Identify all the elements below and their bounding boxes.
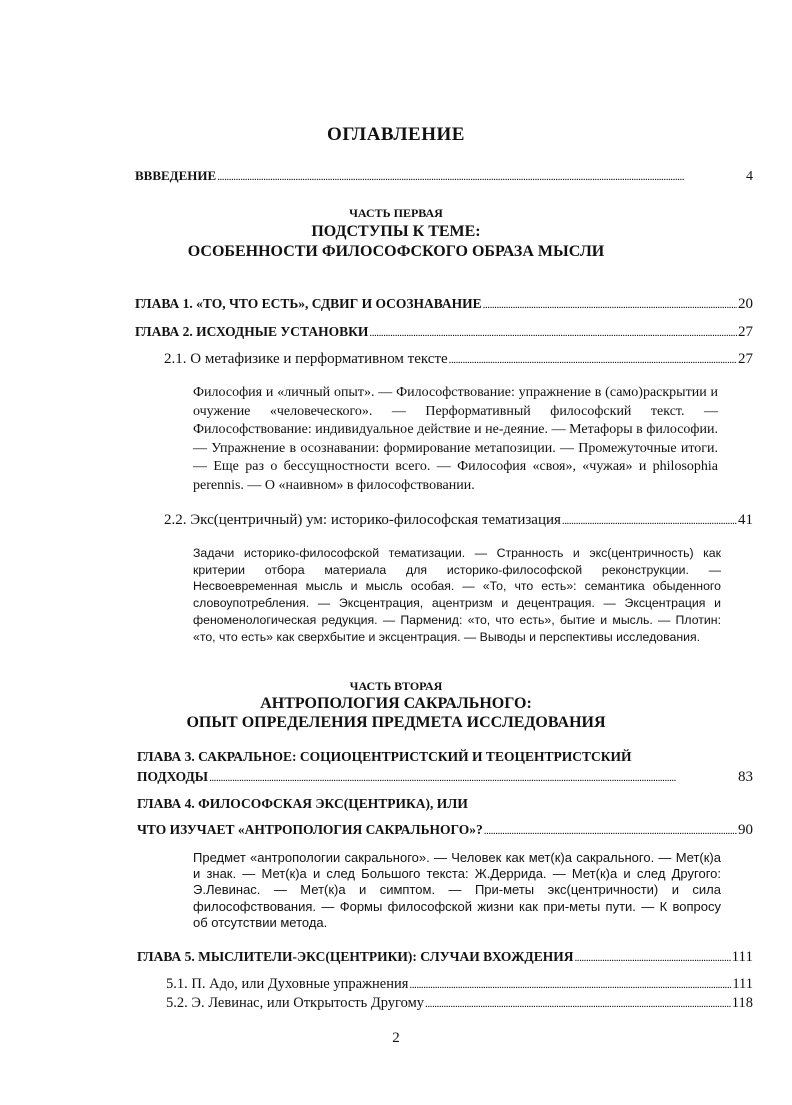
leader-dots <box>209 769 737 785</box>
part-one-title-line2: ОСОБЕННОСТИ ФИЛОСОФСКОГО ОБРАЗА МЫСЛИ <box>187 243 605 260</box>
section-2-2-abstract <box>193 545 721 645</box>
part-two-title-line2: ОПЫТ ОПРЕДЕЛЕНИЯ ПРЕДМЕТА ИССЛЕДОВАНИЯ <box>186 714 606 731</box>
toc-entry-page: 27 <box>738 324 753 340</box>
part-two-label: ЧАСТЬ ВТОРАЯ <box>349 679 443 693</box>
leader-dots <box>449 351 737 368</box>
toc-entry-chapter-4[interactable] <box>137 822 753 839</box>
abstract-text: Предмет «антропологии сакрального». — Человек как мет(к)а сакрального. — Мет(к)а и знак. — Мет(к)а и след Большого текста: Ж.Деррида. — Мет(к)а и след Другого: Э.Левинас. — Мет(к)а и симптом. — При-меты экс(центричности) и сила философствования. — Формы философской жизни как при-меты пути. — К вопросу об отсутствии метода. <box>193 850 721 930</box>
chapter-4-abstract <box>193 850 721 931</box>
part-one-label: ЧАСТЬ ПЕРВАЯ <box>349 206 443 220</box>
page-number: 2 <box>392 1030 400 1046</box>
toc-entry-chapter-3[interactable] <box>137 769 753 786</box>
leader-dots <box>484 822 737 838</box>
abstract-text: Философия и «личный опыт». — Философствование: упражнение в (само)раскрытии и очужение «человеческого». — Перформативный философский текст. — Философствование: индивидуальное действие и не-деяние. — Метафоры в философии. — Упражнение в осознавании: формирование метапозиции. — Промежуточные итоги. — Еще раз о бессущностности всего. — Философия «своя», «чужая» и philosophia perennis. — О «наивном» в философствовании. <box>193 385 718 493</box>
toc-entry-label: ВВВЕДЕНИЕ <box>135 168 217 183</box>
toc-entry-chapter-4-line1[interactable]: ГЛАВА 4. ФИЛОСОФСКАЯ ЭКС(ЦЕНТРИКА), ИЛИ <box>137 796 468 811</box>
toc-entry-section-5-1[interactable] <box>166 976 753 993</box>
toc-entry-label: ГЛАВА 5. МЫСЛИТЕЛИ-ЭКС(ЦЕНТРИКИ): СЛУЧАИ ВХОЖДЕНИЯ <box>137 949 574 964</box>
part-two-title-line1: АНТРОПОЛОГИЯ САКРАЛЬНОГО: <box>260 695 532 712</box>
toc-entry-page: 20 <box>738 296 753 312</box>
toc-entry-chapter-1[interactable] <box>135 296 753 313</box>
toc-entry-section-2-1[interactable] <box>164 351 753 368</box>
leader-dots <box>574 949 730 965</box>
leader-dots <box>483 296 737 312</box>
toc-entry-section-5-2[interactable] <box>166 995 753 1012</box>
leader-dots <box>217 168 745 184</box>
toc-entry-chapter-3-line1[interactable]: ГЛАВА 3. САКРАЛЬНОЕ: СОЦИОЦЕНТРИСТСКИЙ И ТЕОЦЕНТРИСТСКИЙ <box>137 749 632 764</box>
leader-dots <box>425 995 731 1012</box>
toc-entry-page: 83 <box>738 769 753 785</box>
section-2-1-abstract <box>193 384 718 496</box>
toc-entry-chapter-5[interactable] <box>137 949 753 966</box>
toc-entry-page: 90 <box>738 822 753 838</box>
toc-title: ОГЛАВЛЕНИЕ <box>327 124 465 145</box>
toc-entry-page: 118 <box>731 995 753 1011</box>
toc-entry-page: 111 <box>732 976 753 992</box>
toc-entry-page: 111 <box>731 949 753 965</box>
toc-entry-label: ПОДХОДЫ <box>137 769 209 784</box>
toc-entry-label: 2.2. Экс(центричный) ум: историко-философская тематизация <box>164 512 561 528</box>
abstract-text: Задачи историко-философской тематизации. — Странность и экс(центричность) как критерии отбора материала для историко-философской реконструкции. — Несвоевременная мысль и мысль особая. — «То, что есть»: семантика обыденного словоупотребления. — Эксцентрация, ацентризм и децентрация. — Эксцентрация и феноменологическая редукция. — Парменид: «то, что есть», бытие и мысль. — Плотин: «то, что есть» как сверхбытие и эксцентрация. — Выводы и перспективы исследования. <box>193 546 721 644</box>
toc-entry-label: ГЛАВА 2. ИСХОДНЫЕ УСТАНОВКИ <box>135 324 369 339</box>
leader-dots <box>409 976 731 993</box>
part-one-title-line1: ПОДСТУПЫ К ТЕМЕ: <box>311 223 481 240</box>
toc-entry-label: 2.1. О метафизике и перформативном тексте <box>164 351 448 367</box>
leader-dots <box>369 324 737 340</box>
toc-entry-label: ГЛАВА 1. «ТО, ЧТО ЕСТЬ», СДВИГ И ОСОЗНАВАНИЕ <box>135 296 482 311</box>
toc-entry-intro[interactable] <box>135 168 753 185</box>
leader-dots <box>562 512 737 529</box>
toc-entry-chapter-2[interactable] <box>135 324 753 341</box>
toc-entry-section-2-2[interactable] <box>164 512 753 529</box>
toc-entry-page: 4 <box>746 169 753 184</box>
toc-entry-page: 27 <box>738 351 753 367</box>
toc-entry-label: 5.1. П. Адо, или Духовные упражнения <box>166 976 409 992</box>
toc-entry-label: 5.2. Э. Левинас, или Открытость Другому <box>166 995 425 1011</box>
toc-entry-page: 41 <box>738 512 753 528</box>
toc-entry-label: ЧТО ИЗУЧАЕТ «АНТРОПОЛОГИЯ САКРАЛЬНОГО»? <box>137 822 483 837</box>
